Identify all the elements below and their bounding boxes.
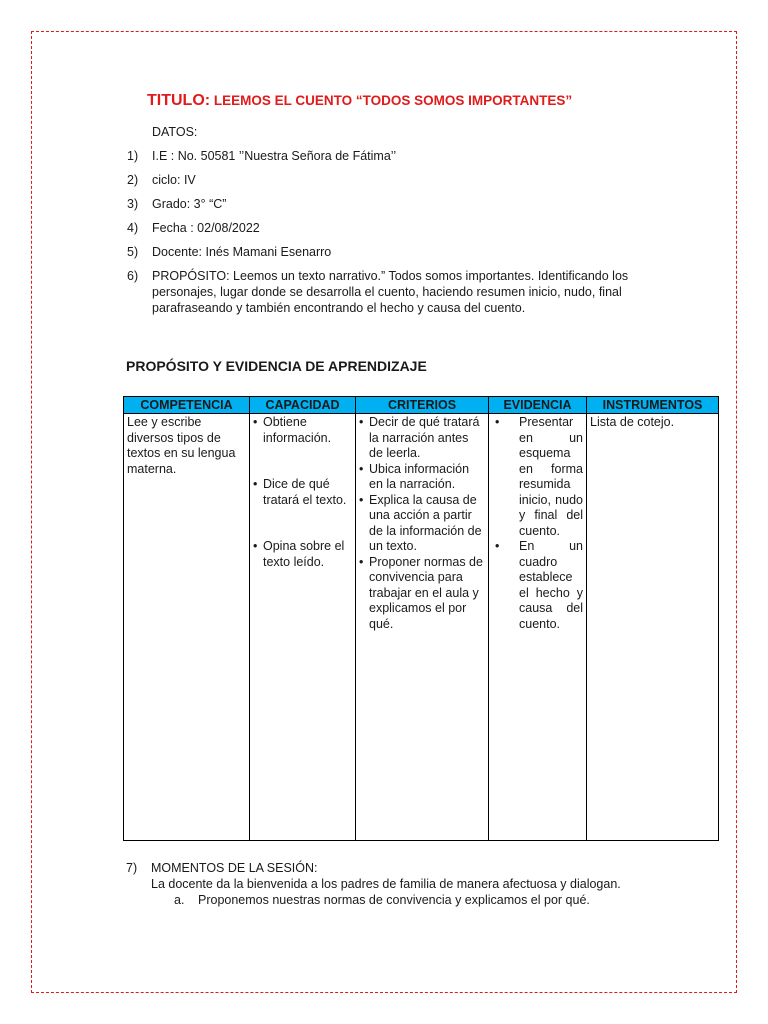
header-criterios: CRITERIOS: [356, 397, 489, 414]
capacidad-item: • Obtiene información.: [253, 415, 352, 446]
info-item: 2) ciclo: IV: [127, 173, 196, 187]
evidencia-item: • Presentar en un esquema en forma resumida inicio, nudo y final del cuento.: [492, 415, 583, 539]
cell-capacidad: [250, 414, 356, 841]
momentos-number: 7): [126, 861, 138, 875]
capacidad-item: • Opina sobre el texto leído.: [253, 539, 352, 570]
momentos-body: La docente da la bienvenida a los padres de familia de manera afectuosa y dialogan.: [151, 877, 621, 891]
header-instrumentos: INSTRUMENTOS: [587, 397, 719, 414]
info-item: 6) PROPÓSITO: Leemos un texto narrativo.” Todos somos importantes. Identificando los personajes, lugar donde se desarrolla el cuento, haciendo resumen inicio, nudo, final parafraseando y también encontrando el hecho y causa del cuento.: [127, 269, 629, 315]
momentos-subitem: a. Proponemos nuestras normas de convivencia y explicamos el por qué.: [174, 893, 590, 907]
table-row: [124, 414, 719, 841]
cell-evidencia: [489, 414, 587, 841]
datos-label: DATOS:: [152, 125, 198, 139]
header-evidencia: EVIDENCIA: [489, 397, 587, 414]
criterio-item: • Explica la causa de una acción a partir de la información de un texto.: [359, 493, 485, 555]
header-competencia: COMPETENCIA: [124, 397, 250, 414]
criterio-item: • Decir de qué tratará la narración antes de leerla.: [359, 415, 485, 462]
capacidad-item: • Dice de qué tratará el texto.: [253, 477, 352, 508]
cell-instrumentos: Lista de cotejo.: [587, 414, 719, 841]
info-item: 3) Grado: 3° “C”: [127, 197, 227, 211]
criterio-item: • Ubica información en la narración.: [359, 462, 485, 493]
evidencia-item: • En un cuadro establece el hecho y causa del cuento.: [492, 539, 583, 632]
table-header-row: [124, 397, 719, 414]
learning-matrix-table: [123, 396, 719, 841]
section-title: PROPÓSITO Y EVIDENCIA DE APRENDIZAJE: [126, 358, 427, 374]
cell-criterios: [356, 414, 489, 841]
momentos-heading: MOMENTOS DE LA SESIÓN:: [151, 861, 318, 875]
info-item: 1) I.E : No. 50581 ’’Nuestra Señora de Fátima’’: [127, 149, 397, 163]
title-label: TITULO:: [147, 92, 211, 109]
info-item: 4) Fecha : 02/08/2022: [127, 221, 260, 235]
title-text: LEEMOS EL CUENTO “TODOS SOMOS IMPORTANTES”: [213, 93, 573, 108]
header-capacidad: CAPACIDAD: [250, 397, 356, 414]
info-list: [127, 148, 687, 324]
cell-competencia: Lee y escribe diversos tipos de textos en su lengua materna.: [124, 414, 250, 841]
momentos-section: [126, 860, 686, 908]
criterio-item: • Proponer normas de convivencia para trabajar en el aula y explicamos el por qué.: [359, 555, 485, 633]
page-title: [147, 92, 572, 110]
info-item: 5) Docente: Inés Mamani Esenarro: [127, 245, 332, 259]
